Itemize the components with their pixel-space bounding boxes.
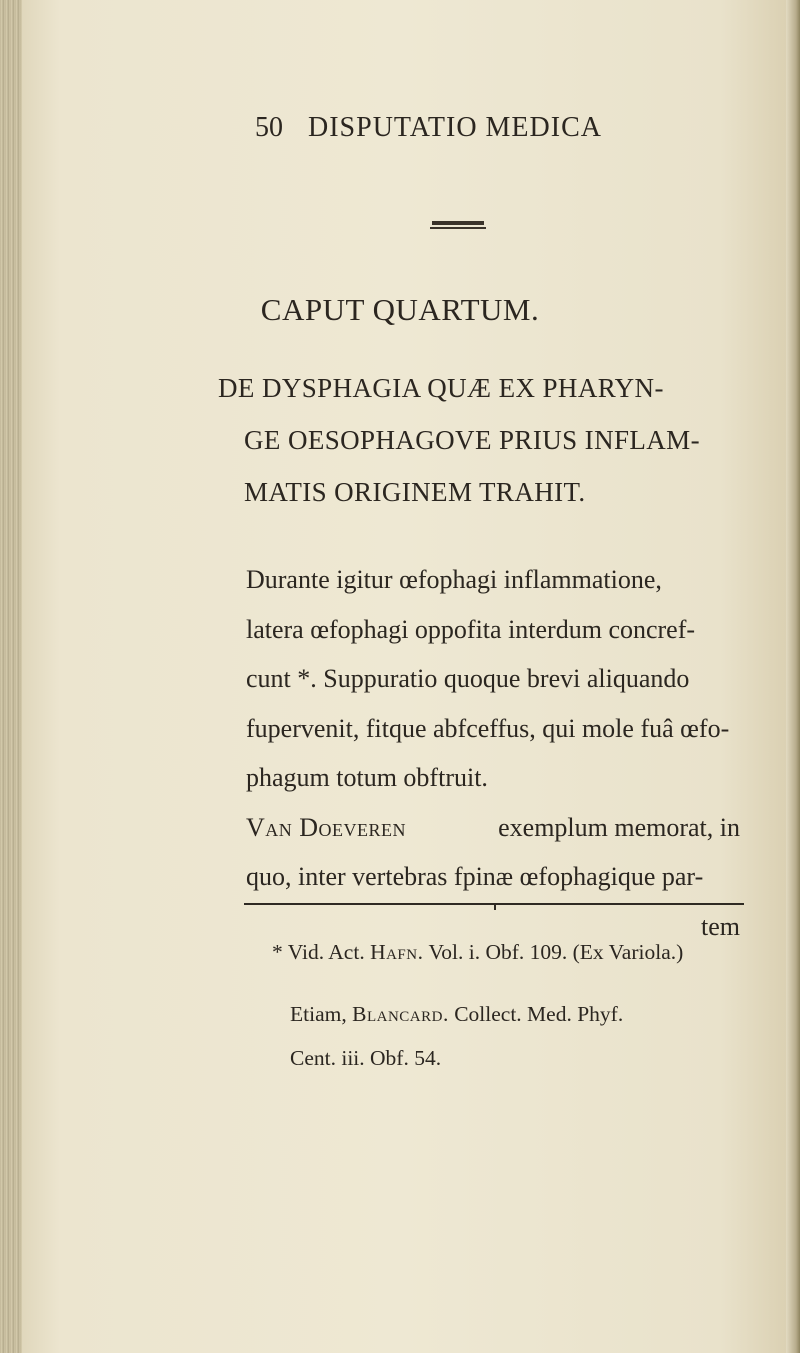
footnote-rule-tick	[494, 903, 496, 910]
page-number: 50	[255, 112, 283, 143]
running-title: DISPUTATIO MEDICA	[308, 112, 602, 143]
footnote-marker: *	[272, 940, 283, 964]
page-edge	[786, 0, 800, 1353]
footnote-line: * Vid. Act. Hafn. Vol. i. Obf. 109. (Ex Variola.)	[272, 940, 684, 964]
chapter-subtitle	[218, 362, 738, 518]
text-line: Durante igitur œfophagi inflammatione,	[246, 565, 662, 594]
text-line: Van Doeveren exemplum memorat, in	[246, 803, 740, 853]
footnotes	[272, 930, 742, 1080]
footnote-line: Etiam, Blancard. Collect. Med. Phyf.	[290, 1002, 624, 1026]
subtitle-line: GE OESOPHAGOVE PRIUS INFLAM-	[244, 425, 700, 455]
subtitle-line: MATIS ORIGINEM TRAHIT.	[244, 477, 586, 507]
text-line: quo, inter vertebras fpinæ œfophagique par-	[246, 862, 704, 891]
footnote-line: Cent. iii. Obf. 54.	[290, 1046, 442, 1070]
header-ornament	[430, 221, 486, 230]
subtitle-line: DE DYSPHAGIA QUÆ EX PHARYN-	[218, 373, 664, 403]
text-line: latera œfophagi oppofita interdum concref-	[246, 614, 696, 644]
running-head	[0, 112, 800, 152]
text-line: cunt *. Suppuratio quoque brevi aliquando	[246, 664, 690, 693]
text-line: fupervenit, fitque abfceffus, qui mole fuâ œfo-	[246, 713, 730, 743]
page-gutter	[0, 0, 22, 1353]
text-line: phagum totum obftruit.	[246, 763, 488, 792]
author-name: Van Doeveren	[246, 812, 407, 842]
chapter-title: CAPUT QUARTUM.	[260, 292, 540, 327]
catchword: tem	[701, 911, 740, 941]
body-text	[246, 555, 740, 951]
